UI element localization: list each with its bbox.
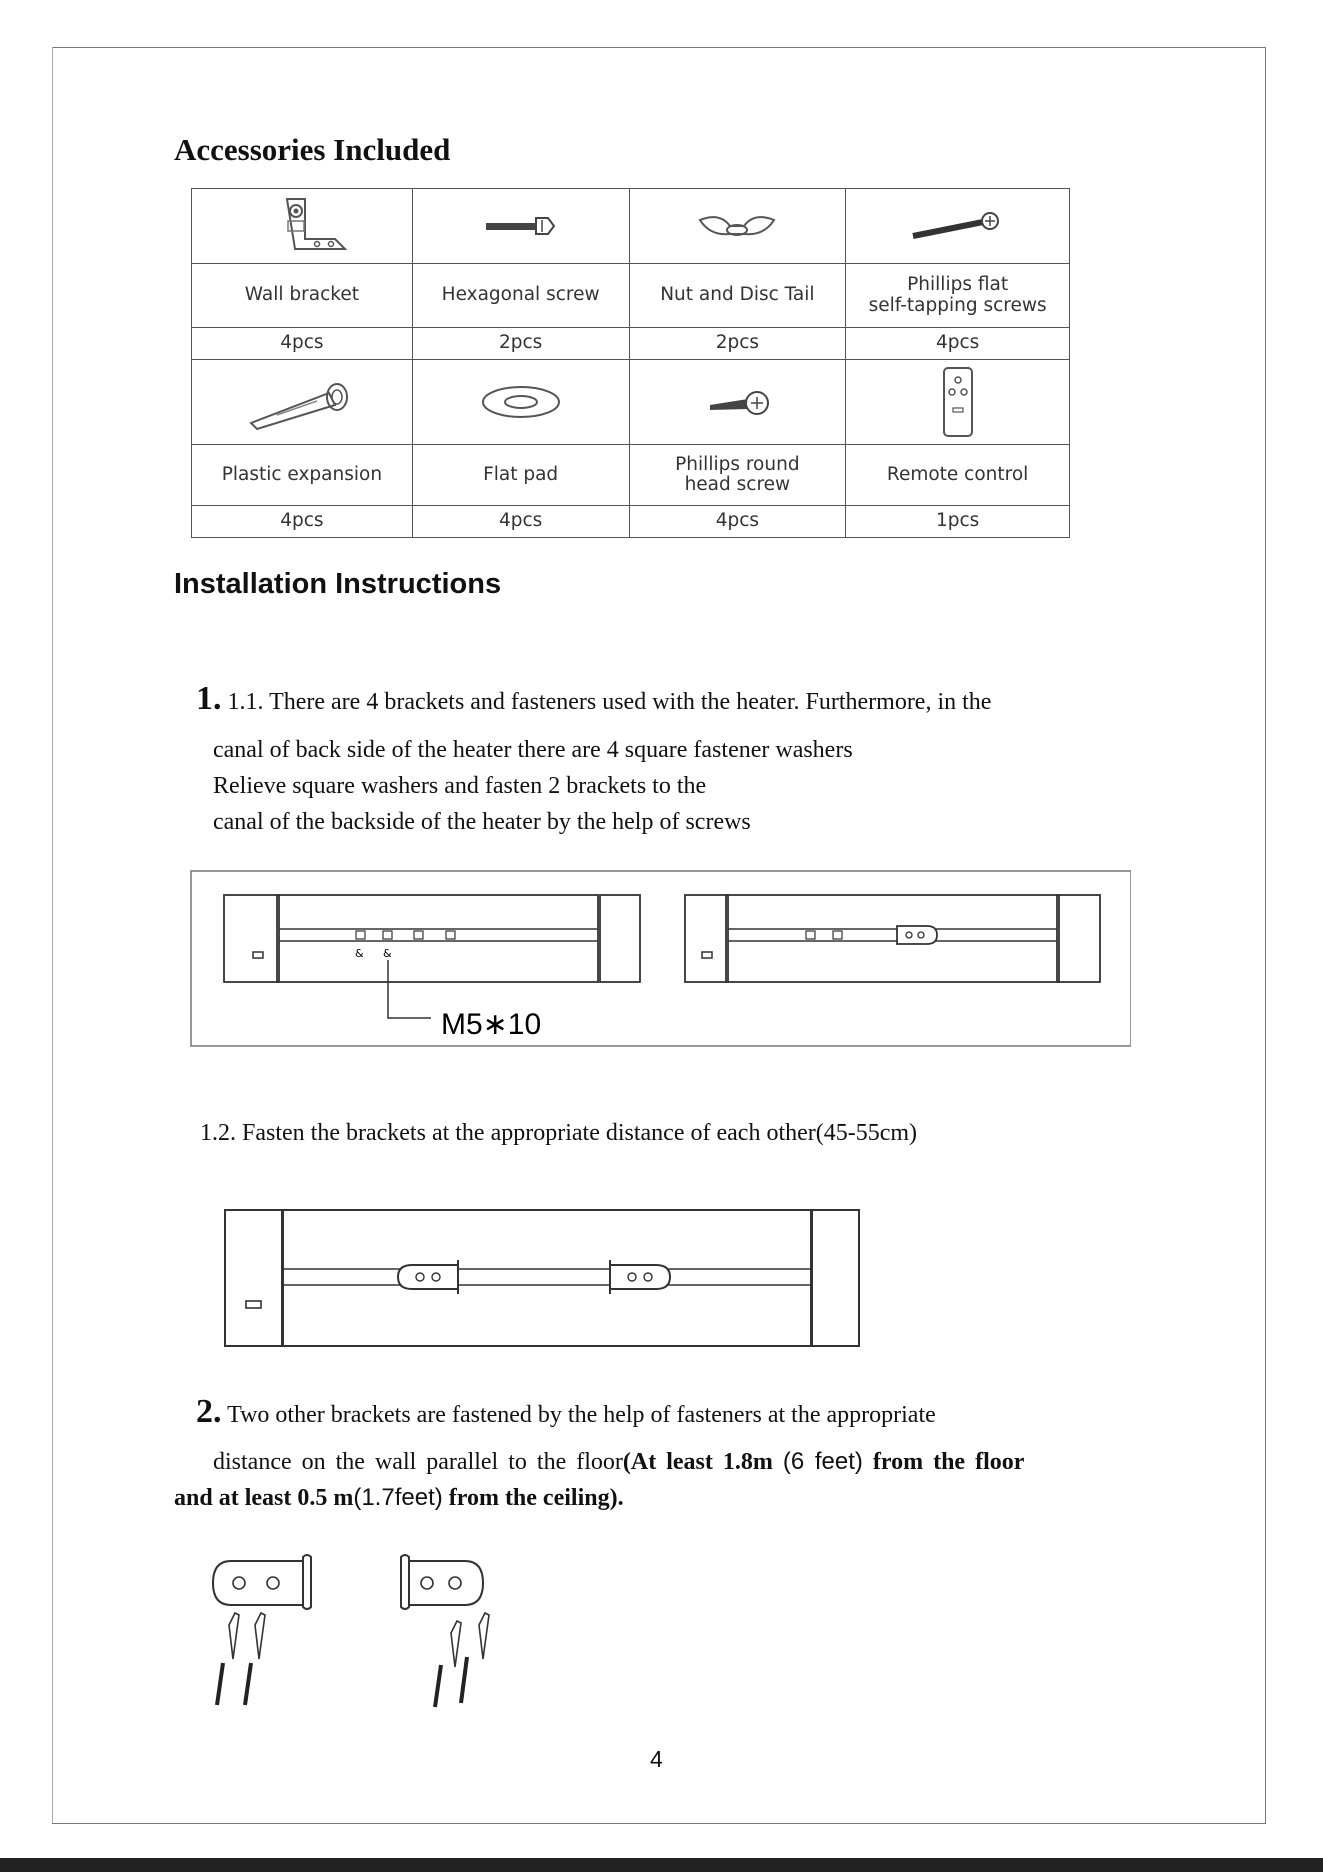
page-number: 4 xyxy=(650,1746,663,1772)
remote-control-cell xyxy=(846,359,1070,444)
plastic-anchor-icon xyxy=(237,367,367,437)
step2-bold: from the floor xyxy=(862,1449,1025,1475)
accessory-name xyxy=(629,445,846,505)
wall-bracket-icon xyxy=(247,191,357,261)
wall-bracket-diagram xyxy=(205,1553,585,1713)
phillips-round-screw-cell xyxy=(629,359,846,444)
step1-sub2: 1.2. Fasten the brackets at the appropriate distance of each other(45-55cm) xyxy=(200,1120,918,1146)
accessory-name xyxy=(846,264,1070,327)
hexagonal-screw-icon xyxy=(466,206,576,246)
flat-washer-cell xyxy=(412,359,629,444)
wall-bracket-cell xyxy=(192,189,413,264)
remote-control-icon xyxy=(928,364,988,440)
accessory-name: Hexagonal screw xyxy=(412,264,629,327)
step2-bold: and at least 0.5 m xyxy=(174,1485,354,1511)
accessory-qty: 2pcs xyxy=(412,327,629,359)
accessory-name: Plastic expansion xyxy=(192,445,413,505)
svg-text:&: & xyxy=(355,947,364,960)
accessory-name: Flat pad xyxy=(412,445,629,505)
step2-sans: (1.7feet) xyxy=(353,1484,443,1511)
page-border-bottom xyxy=(52,1823,1266,1824)
step1-line2: canal of back side of the heater there are 4 square fastener washers xyxy=(213,737,853,763)
page-border-left xyxy=(52,47,53,1823)
svg-text:&: & xyxy=(383,947,392,960)
accessories-table xyxy=(191,188,1070,538)
accessories-heading: Accessories Included xyxy=(174,132,451,167)
heater-bracket-diagram xyxy=(181,862,1131,1048)
step-number: 1. xyxy=(196,680,222,717)
accessory-qty-row xyxy=(192,505,1070,537)
accessory-qty: 2pcs xyxy=(629,327,846,359)
accessory-name-row xyxy=(192,445,1070,505)
plastic-anchor-cell xyxy=(192,359,413,444)
flat-washer-icon xyxy=(466,377,576,427)
accessory-name-row xyxy=(192,264,1070,327)
phillips-flat-screw-cell xyxy=(846,189,1070,264)
phillips-flat-screw-icon xyxy=(898,206,1018,246)
accessory-image-row xyxy=(192,189,1070,264)
step2-text: Two other brackets are fastened by the help of fasteners at the appropriate xyxy=(227,1402,936,1428)
page-border-right xyxy=(1265,47,1266,1823)
step2-text: distance on the wall parallel to the floor xyxy=(213,1449,623,1475)
step1-line3: Relieve square washers and fasten 2 brackets to the xyxy=(213,773,707,799)
accessory-name-line: Phillips flat xyxy=(907,274,1009,296)
step-number: 2. xyxy=(196,1393,222,1430)
accessory-name-line: self-tapping screws xyxy=(868,294,1047,316)
accessory-name-line: Phillips round xyxy=(675,453,800,475)
hexagonal-screw-cell xyxy=(412,189,629,264)
step2-bold: from the ceiling). xyxy=(442,1485,624,1511)
installation-heading: Installation Instructions xyxy=(174,568,502,600)
step1-line4: canal of the backside of the heater by the help of screws xyxy=(213,809,751,835)
step2-sans: (6 feet) xyxy=(782,1448,863,1475)
accessory-name: Nut and Disc Tail xyxy=(629,264,846,327)
screw-spec-label: M5∗10 xyxy=(441,1008,542,1041)
accessory-name: Remote control xyxy=(846,445,1070,505)
step2-line3 xyxy=(174,1484,624,1512)
accessory-qty-row xyxy=(192,327,1070,359)
accessory-name-line: head screw xyxy=(684,474,791,496)
step2-line2 xyxy=(213,1448,1024,1476)
wing-nut-icon xyxy=(682,206,792,246)
accessory-qty: 4pcs xyxy=(846,327,1070,359)
accessory-qty: 4pcs xyxy=(192,505,413,537)
accessory-qty: 4pcs xyxy=(192,327,413,359)
phillips-round-screw-icon xyxy=(682,377,792,427)
accessory-qty: 4pcs xyxy=(629,505,846,537)
wing-nut-cell xyxy=(629,189,846,264)
step2-line1 xyxy=(196,1393,936,1431)
step1-line1 xyxy=(196,680,991,718)
accessory-image-row xyxy=(192,359,1070,444)
accessory-qty: 4pcs xyxy=(412,505,629,537)
accessory-qty: 1pcs xyxy=(846,505,1070,537)
step2-bold: (At least 1.8m xyxy=(622,1449,783,1475)
page-border-top xyxy=(52,47,1266,48)
scan-edge-band xyxy=(0,1858,1323,1872)
bracket-spacing-diagram xyxy=(222,1207,862,1351)
accessory-name: Wall bracket xyxy=(192,264,413,327)
step1-text: 1.1. There are 4 brackets and fasteners used with the heater. Furthermore, in the xyxy=(227,689,992,715)
